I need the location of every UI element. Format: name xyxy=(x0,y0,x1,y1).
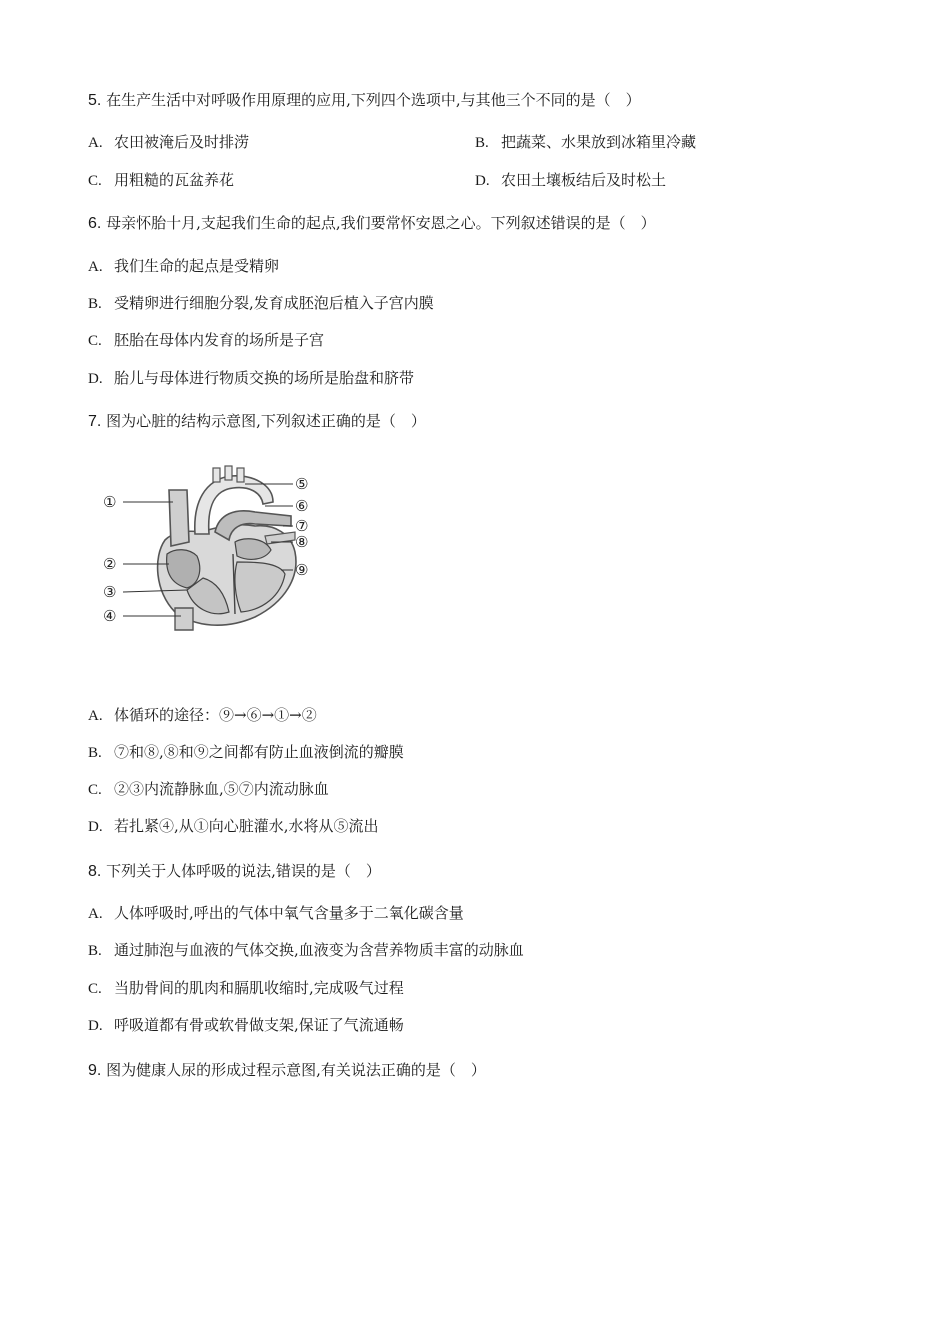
option-letter: D. xyxy=(88,371,103,387)
left-ventricle xyxy=(235,562,285,612)
q5-option-c xyxy=(88,170,234,191)
q5-option-d xyxy=(475,170,666,191)
aortic-branch xyxy=(213,468,220,482)
q5-option-a xyxy=(88,132,249,153)
aortic-branch xyxy=(237,468,244,482)
option-text: 胎儿与母体进行物质交换的场所是胎盘和脐带 xyxy=(114,369,415,387)
option-text: 受精卵进行细胞分裂,发育成胚泡后植入子宫内膜 xyxy=(114,294,434,312)
q6-option-d xyxy=(88,368,414,389)
superior-vena-cava xyxy=(169,490,189,546)
q7-option-d xyxy=(88,816,379,837)
option-letter: D. xyxy=(475,173,490,189)
option-letter: A. xyxy=(88,135,103,151)
question-6-stem xyxy=(88,213,656,234)
label-8: ⑧ xyxy=(295,533,309,551)
q6-option-a xyxy=(88,256,279,277)
question-text: 图为心脏的结构示意图,下列叙述正确的是（ ） xyxy=(106,412,426,430)
heart-structure-diagram xyxy=(95,462,335,632)
label-6: ⑥ xyxy=(295,497,309,515)
option-letter: A. xyxy=(88,906,103,922)
aortic-branch xyxy=(225,466,232,480)
option-letter: B. xyxy=(88,745,102,761)
option-letter: B. xyxy=(475,135,489,151)
question-7-stem xyxy=(88,411,426,432)
option-text: 我们生命的起点是受精卵 xyxy=(114,257,280,275)
option-text: 农田被淹后及时排涝 xyxy=(114,133,250,151)
option-letter: B. xyxy=(88,943,102,959)
label-5: ⑤ xyxy=(295,475,309,493)
label-4: ④ xyxy=(103,607,117,625)
question-8-stem xyxy=(88,861,381,882)
question-number: 8. xyxy=(88,863,102,880)
option-letter: C. xyxy=(88,173,102,189)
label-1: ① xyxy=(103,493,117,511)
question-text: 图为健康人尿的形成过程示意图,有关说法正确的是（ ） xyxy=(106,1061,486,1079)
label-3: ③ xyxy=(103,583,117,601)
option-text: 呼吸道都有骨或软骨做支架,保证了气流通畅 xyxy=(114,1016,404,1034)
question-number: 9. xyxy=(88,1062,102,1079)
option-letter: C. xyxy=(88,782,102,798)
question-text: 母亲怀胎十月,支起我们生命的起点,我们要常怀安恩之心。下列叙述错误的是（ ） xyxy=(106,214,656,232)
question-number: 7. xyxy=(88,413,102,430)
question-text: 下列关于人体呼吸的说法,错误的是（ ） xyxy=(106,862,381,880)
label-2: ② xyxy=(103,555,117,573)
option-letter: D. xyxy=(88,1018,103,1034)
q8-option-c xyxy=(88,978,404,999)
label-7: ⑦ xyxy=(295,517,309,535)
option-text: 当肋骨间的肌肉和膈肌收缩时,完成吸气过程 xyxy=(114,979,404,997)
option-text: 用粗糙的瓦盆养花 xyxy=(114,171,235,189)
q6-option-b xyxy=(88,293,434,314)
option-letter: A. xyxy=(88,708,103,724)
option-text: 农田土壤板结后及时松土 xyxy=(501,171,667,189)
question-number: 5. xyxy=(88,92,102,109)
question-9-stem xyxy=(88,1060,486,1081)
option-text: 若扎紧④,从①向心脏灌水,水将从⑤流出 xyxy=(114,817,379,835)
option-text: 通过肺泡与血液的气体交换,血液变为含营养物质丰富的动脉血 xyxy=(114,941,524,959)
question-number: 6. xyxy=(88,215,102,232)
q5-option-b xyxy=(475,132,696,153)
option-text: ⑦和⑧,⑧和⑨之间都有防止血液倒流的瓣膜 xyxy=(114,743,404,761)
option-text: 体循环的途径：⑨→⑥→①→② xyxy=(114,706,317,724)
q8-option-b xyxy=(88,940,524,961)
q7-option-c xyxy=(88,779,329,800)
option-text: 人体呼吸时,呼出的气体中氧气含量多于二氧化碳含量 xyxy=(114,904,464,922)
option-text: ②③内流静脉血,⑤⑦内流动脉血 xyxy=(114,780,329,798)
option-letter: C. xyxy=(88,333,102,349)
option-text: 胚胎在母体内发育的场所是子宫 xyxy=(114,331,325,349)
option-letter: B. xyxy=(88,296,102,312)
option-letter: A. xyxy=(88,259,103,275)
q6-option-c xyxy=(88,330,324,351)
option-letter: C. xyxy=(88,981,102,997)
q7-option-a xyxy=(88,705,317,726)
question-5-stem xyxy=(88,90,641,111)
label-9: ⑨ xyxy=(295,561,309,579)
inferior-vena-cava xyxy=(175,608,193,630)
q8-option-a xyxy=(88,903,464,924)
option-letter: D. xyxy=(88,819,103,835)
q7-option-b xyxy=(88,742,404,763)
question-text: 在生产生活中对呼吸作用原理的应用,下列四个选项中,与其他三个不同的是（ ） xyxy=(106,91,641,109)
q8-option-d xyxy=(88,1015,404,1036)
option-text: 把蔬菜、水果放到冰箱里冷藏 xyxy=(501,133,697,151)
